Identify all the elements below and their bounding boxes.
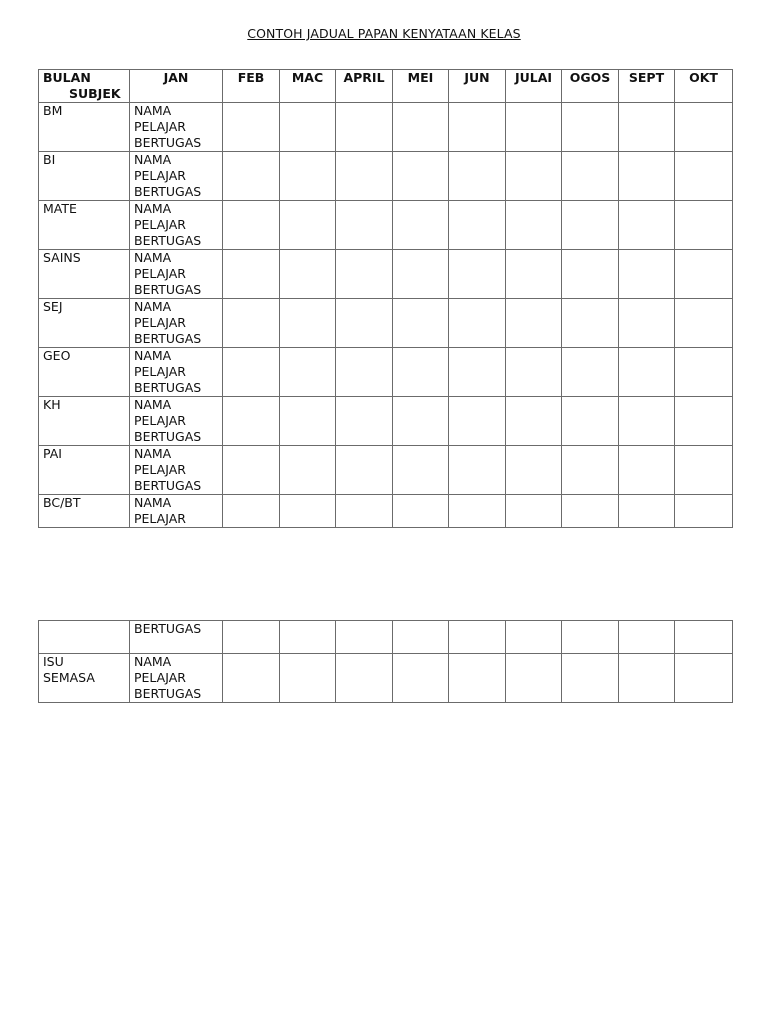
month-header-sept: SEPT [619, 70, 675, 103]
empty-cell [562, 201, 619, 250]
month-header-mei: MEI [393, 70, 449, 103]
empty-cell [506, 103, 562, 152]
corner-header-cell [39, 70, 130, 103]
empty-cell [449, 621, 506, 654]
empty-cell [223, 446, 280, 495]
duty-line: NAMA [134, 348, 172, 363]
duty-line: PELAJAR [134, 364, 186, 379]
empty-cell [393, 348, 449, 397]
empty-cell [562, 348, 619, 397]
empty-cell [506, 621, 562, 654]
empty-cell [280, 299, 336, 348]
empty-cell [675, 348, 733, 397]
duty-cell [130, 152, 223, 201]
empty-cell [675, 152, 733, 201]
empty-cell [393, 621, 449, 654]
empty-cell [449, 201, 506, 250]
empty-cell [336, 250, 393, 299]
duty-line: PELAJAR [134, 168, 186, 183]
empty-cell [393, 152, 449, 201]
empty-cell [280, 654, 336, 703]
duty-line: BERTUGAS [134, 380, 202, 395]
empty-cell [449, 152, 506, 201]
duty-line: BERTUGAS [134, 233, 202, 248]
table-row [39, 621, 733, 654]
empty-cell [506, 348, 562, 397]
empty-cell [619, 446, 675, 495]
duty-line: PELAJAR [134, 511, 186, 526]
empty-cell [675, 397, 733, 446]
empty-cell [336, 201, 393, 250]
subject-cell [39, 621, 130, 654]
empty-cell [506, 201, 562, 250]
empty-cell [619, 348, 675, 397]
empty-cell [280, 103, 336, 152]
duty-line: NAMA [134, 103, 172, 118]
empty-cell [223, 397, 280, 446]
duty-line: BERTUGAS [134, 282, 202, 297]
duty-line: NAMA [134, 397, 172, 412]
month-header-okt: OKT [675, 70, 733, 103]
month-header-mac: MAC [280, 70, 336, 103]
empty-cell [562, 621, 619, 654]
table-row [39, 201, 733, 250]
table-row [39, 446, 733, 495]
empty-cell [336, 348, 393, 397]
empty-cell [619, 299, 675, 348]
subject-cell: SAINS [39, 250, 130, 299]
empty-cell [393, 446, 449, 495]
empty-cell [675, 103, 733, 152]
empty-cell [562, 152, 619, 201]
duty-line-pelajar: PELAJAR [134, 670, 186, 685]
empty-cell [449, 446, 506, 495]
subject-cell: PAI [39, 446, 130, 495]
empty-cell [280, 495, 336, 528]
duty-cell: BERTUGAS [130, 621, 223, 654]
table-row [39, 250, 733, 299]
empty-cell [619, 250, 675, 299]
empty-cell [223, 250, 280, 299]
page-title: CONTOH JADUAL PAPAN KENYATAAN KELAS [247, 26, 521, 41]
duty-line: BERTUGAS [134, 184, 202, 199]
empty-cell [506, 299, 562, 348]
empty-cell [449, 495, 506, 528]
month-header-jun: JUN [449, 70, 506, 103]
empty-cell [393, 299, 449, 348]
schedule-table [38, 69, 733, 528]
empty-cell [675, 299, 733, 348]
empty-cell [562, 446, 619, 495]
empty-cell [562, 397, 619, 446]
empty-cell [449, 250, 506, 299]
subject-cell: BC/BT [39, 495, 130, 528]
month-header-ogos: OGOS [562, 70, 619, 103]
empty-cell [449, 299, 506, 348]
empty-cell [336, 621, 393, 654]
empty-cell [336, 103, 393, 152]
empty-cell [280, 152, 336, 201]
duty-line: BERTUGAS [134, 429, 202, 444]
empty-cell [280, 348, 336, 397]
duty-cell [130, 446, 223, 495]
empty-cell [675, 495, 733, 528]
empty-cell [506, 446, 562, 495]
corner-label-subjek: SUBJEK [69, 86, 121, 101]
empty-cell [562, 250, 619, 299]
duty-line: PELAJAR [134, 217, 186, 232]
month-header-jan: JAN [130, 70, 223, 103]
duty-cell [130, 201, 223, 250]
duty-line: PELAJAR [134, 462, 186, 477]
empty-cell [393, 103, 449, 152]
empty-cell [675, 201, 733, 250]
empty-cell [506, 152, 562, 201]
subject-cell: MATE [39, 201, 130, 250]
subject-label-line2: SEMASA [43, 670, 95, 685]
empty-cell [223, 348, 280, 397]
empty-cell [562, 103, 619, 152]
empty-cell [223, 495, 280, 528]
table-row [39, 397, 733, 446]
duty-line: NAMA [134, 152, 172, 167]
duty-line: BERTUGAS [134, 331, 202, 346]
empty-cell [223, 654, 280, 703]
empty-cell [619, 201, 675, 250]
subject-cell: KH [39, 397, 130, 446]
empty-cell [336, 152, 393, 201]
empty-cell [336, 495, 393, 528]
duty-cell [130, 654, 223, 703]
empty-cell [675, 250, 733, 299]
empty-cell [506, 397, 562, 446]
duty-line-nama: NAMA [134, 654, 172, 669]
empty-cell [449, 397, 506, 446]
empty-cell [619, 654, 675, 703]
empty-cell [562, 495, 619, 528]
empty-cell [562, 654, 619, 703]
duty-line: NAMA [134, 299, 172, 314]
subject-label-line1: ISU [43, 654, 64, 669]
month-header-april: APRIL [336, 70, 393, 103]
empty-cell [223, 201, 280, 250]
table-row [39, 495, 733, 528]
empty-cell [280, 250, 336, 299]
empty-cell [675, 446, 733, 495]
empty-cell [393, 397, 449, 446]
empty-cell [449, 348, 506, 397]
empty-cell [449, 103, 506, 152]
corner-label-bulan: BULAN [43, 70, 91, 85]
empty-cell [336, 397, 393, 446]
duty-line-bertugas: BERTUGAS [134, 686, 202, 701]
duty-cell [130, 299, 223, 348]
duty-line: BERTUGAS [134, 478, 202, 493]
duty-line: NAMA [134, 201, 172, 216]
empty-cell [562, 299, 619, 348]
month-header-feb: FEB [223, 70, 280, 103]
duty-line: NAMA [134, 446, 172, 461]
empty-cell [223, 299, 280, 348]
empty-cell [675, 654, 733, 703]
empty-cell [280, 621, 336, 654]
empty-cell [223, 621, 280, 654]
empty-cell [619, 495, 675, 528]
duty-line: PELAJAR [134, 266, 186, 281]
duty-line: BERTUGAS [134, 135, 202, 150]
empty-cell [619, 103, 675, 152]
empty-cell [449, 654, 506, 703]
empty-cell [393, 250, 449, 299]
duty-cell [130, 250, 223, 299]
empty-cell [619, 152, 675, 201]
empty-cell [619, 621, 675, 654]
subject-cell: SEJ [39, 299, 130, 348]
empty-cell [393, 654, 449, 703]
duty-line: PELAJAR [134, 315, 186, 330]
duty-cell [130, 103, 223, 152]
empty-cell [280, 397, 336, 446]
empty-cell [506, 654, 562, 703]
duty-line: PELAJAR [134, 413, 186, 428]
empty-cell [223, 152, 280, 201]
subject-cell: BI [39, 152, 130, 201]
table-row [39, 103, 733, 152]
duty-line: NAMA [134, 495, 172, 510]
empty-cell [619, 397, 675, 446]
empty-cell [675, 621, 733, 654]
empty-cell [506, 250, 562, 299]
empty-cell [336, 299, 393, 348]
duty-cell [130, 397, 223, 446]
table-row [39, 299, 733, 348]
table-row [39, 152, 733, 201]
empty-cell [280, 446, 336, 495]
subject-cell: BM [39, 103, 130, 152]
duty-line: PELAJAR [134, 119, 186, 134]
subject-cell: GEO [39, 348, 130, 397]
empty-cell [336, 654, 393, 703]
empty-cell [223, 103, 280, 152]
subject-cell [39, 654, 130, 703]
schedule-table-continued [38, 620, 733, 703]
empty-cell [280, 201, 336, 250]
header-row [39, 70, 733, 103]
duty-line: NAMA [134, 250, 172, 265]
table-row [39, 654, 733, 703]
duty-cell [130, 348, 223, 397]
empty-cell [393, 201, 449, 250]
month-header-julai: JULAI [506, 70, 562, 103]
empty-cell [506, 495, 562, 528]
empty-cell [336, 446, 393, 495]
table-row [39, 348, 733, 397]
duty-cell [130, 495, 223, 528]
empty-cell [393, 495, 449, 528]
